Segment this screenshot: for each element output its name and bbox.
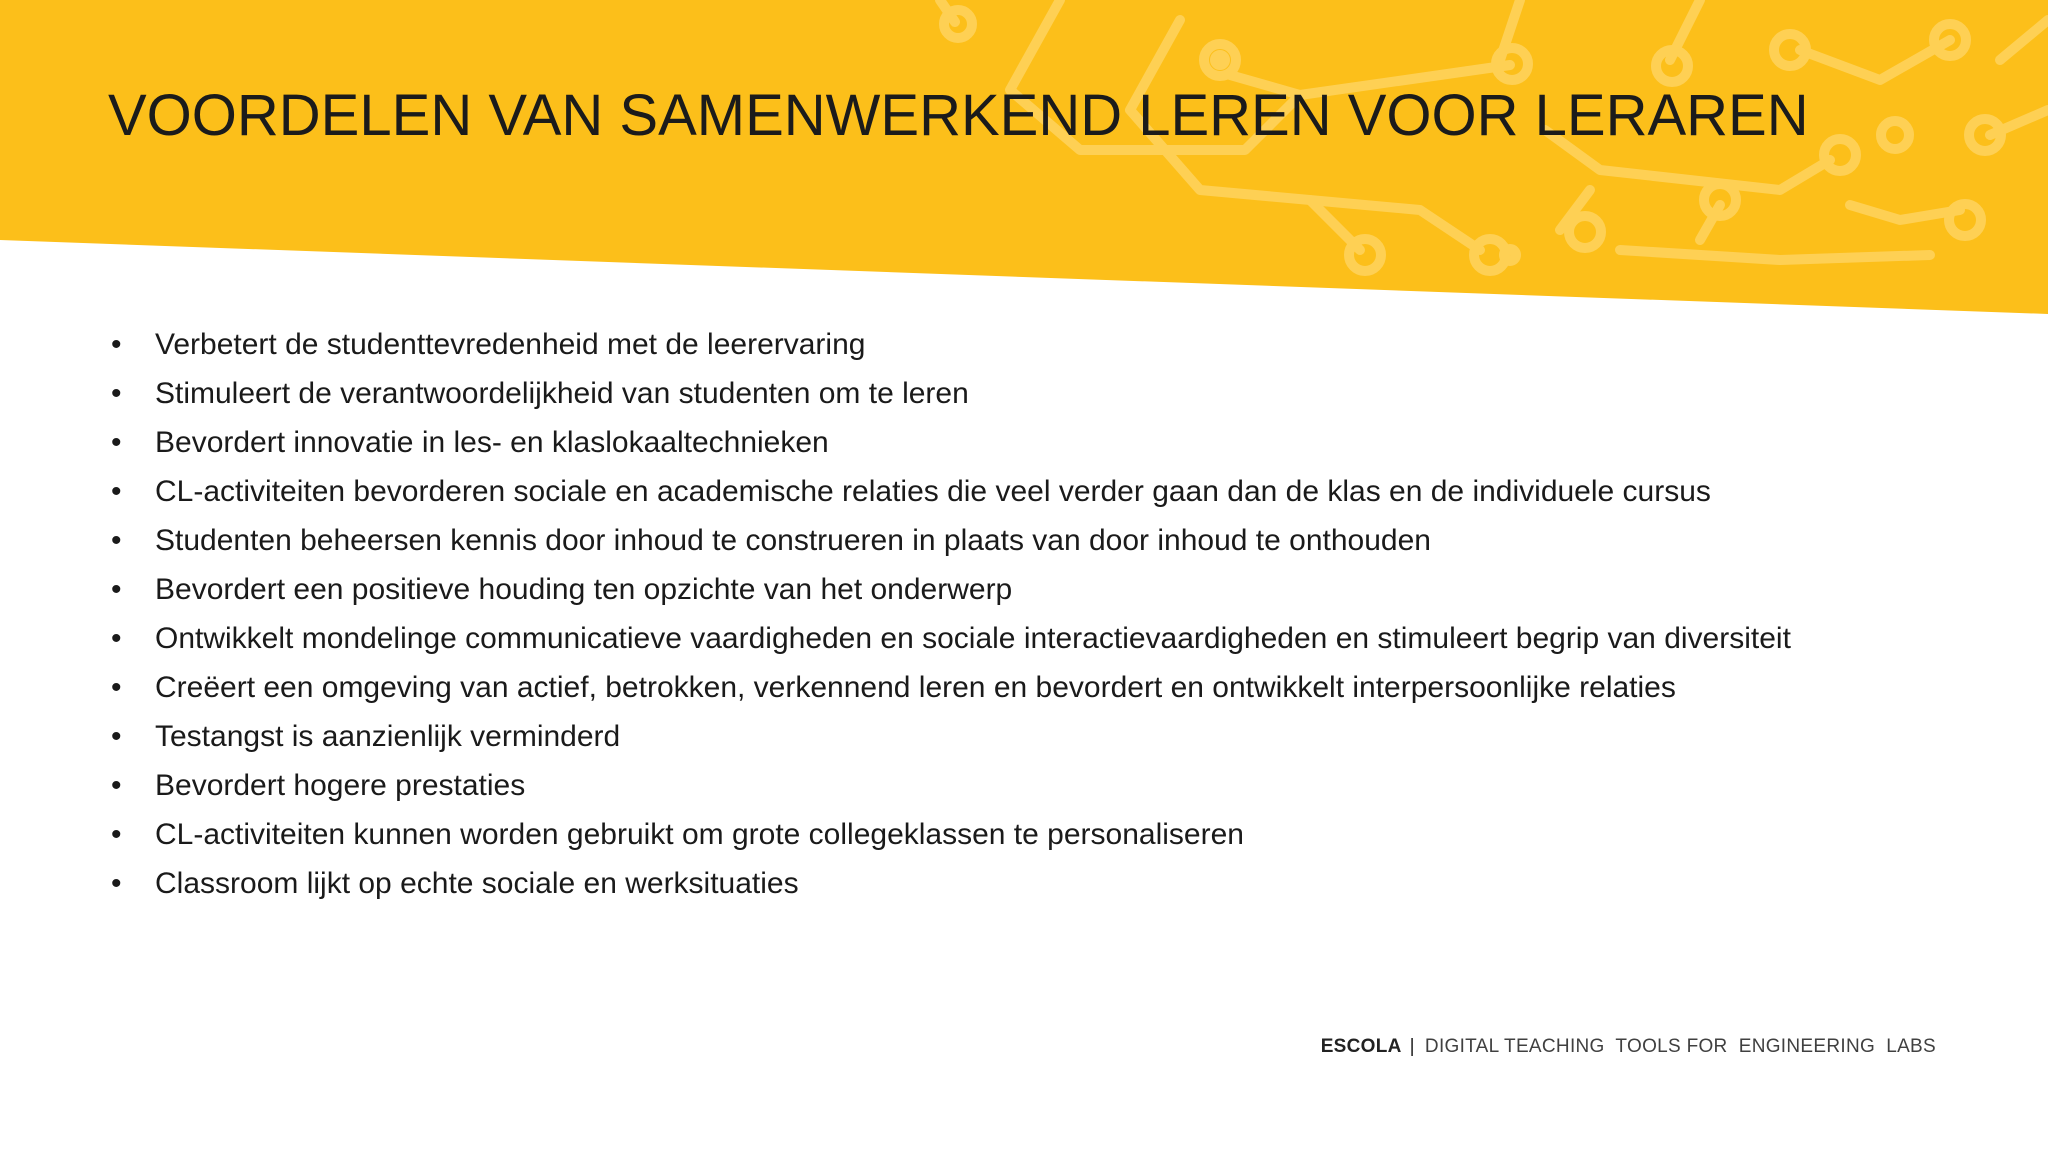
bullet-icon: • — [111, 867, 122, 900]
bullet-icon: • — [111, 377, 122, 410]
list-item — [108, 810, 1791, 859]
list-item-text: CL-activiteiten kunnen worden gebruikt om grote collegeklassen te personaliseren — [155, 818, 1244, 851]
banner-shape — [0, 0, 2048, 314]
bullet-icon: • — [111, 671, 122, 704]
list-item — [108, 614, 1791, 663]
bullet-icon: • — [111, 622, 122, 655]
footer-brand: ESCOLA — [1320, 1036, 1402, 1057]
list-item-text: Creëert een omgeving van actief, betrokken, verkennend leren en bevordert en ontwikkelt interpersoonlijke relaties — [155, 671, 1676, 704]
bullet-icon: • — [111, 720, 122, 753]
list-item — [108, 516, 1791, 565]
list-item-text: Stimuleert de verantwoordelijkheid van studenten om te leren — [155, 377, 969, 410]
list-item-text: Bevordert hogere prestaties — [155, 769, 526, 802]
list-item — [108, 320, 1791, 369]
list-item — [108, 712, 1791, 761]
list-item — [108, 467, 1791, 516]
footer — [1321, 1036, 1936, 1058]
list-item-text: Ontwikkelt mondelinge communicatieve vaardigheden en sociale interactievaardigheden en stimuleert begrip van diversiteit — [155, 622, 1791, 655]
list-item-text: Verbetert de studenttevredenheid met de leerervaring — [155, 328, 866, 361]
list-item-text: Studenten beheersen kennis door inhoud te construeren in plaats van door inhoud te onthouden — [155, 524, 1431, 557]
bullet-icon: • — [111, 524, 122, 557]
list-item — [108, 761, 1791, 810]
list-item — [108, 418, 1791, 467]
bullet-icon: • — [111, 818, 122, 851]
bullet-list — [108, 320, 1791, 908]
list-item — [108, 859, 1791, 908]
list-item-text: Bevordert een positieve houding ten opzichte van het onderwerp — [155, 573, 1013, 606]
list-item-text: CL-activiteiten bevorderen sociale en academische relaties die veel verder gaan dan de klas en de individuele cursus — [155, 475, 1711, 508]
list-item — [108, 565, 1791, 614]
list-item-text: Testangst is aanzienlijk verminderd — [155, 720, 621, 753]
bullet-icon: • — [111, 573, 122, 606]
footer-separator: | — [1409, 1036, 1415, 1057]
bullet-icon: • — [111, 328, 122, 361]
list-item-text: Classroom lijkt op echte sociale en werksituaties — [155, 867, 799, 900]
bullet-icon: • — [111, 426, 122, 459]
list-item-text: Bevordert innovatie in les- en klaslokaaltechnieken — [155, 426, 829, 459]
slide-title: VOORDELEN VAN SAMENWERKEND LEREN VOOR LERAREN — [108, 83, 1809, 148]
list-item — [108, 663, 1791, 712]
bullet-icon: • — [111, 475, 122, 508]
header-banner — [0, 0, 2048, 320]
footer-tagline: DIGITAL TEACHING TOOLS FOR ENGINEERING LABS — [1424, 1036, 1936, 1057]
bullet-icon: • — [111, 769, 122, 802]
list-item — [108, 369, 1791, 418]
